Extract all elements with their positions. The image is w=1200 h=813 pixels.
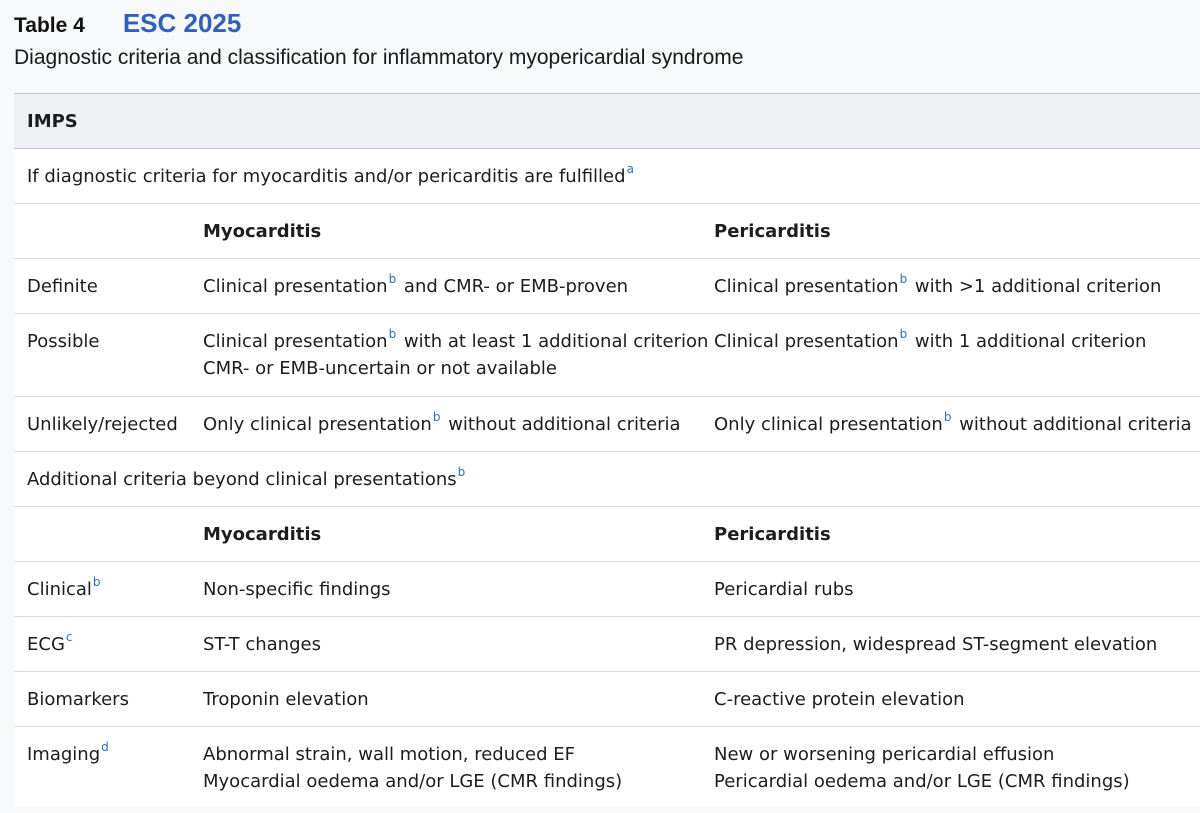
cell-text: with 1 additional criterion: [914, 331, 1147, 352]
footnote-marker[interactable]: b: [943, 410, 952, 424]
myocarditis-cell: Troponin elevation: [203, 689, 369, 710]
pericarditis-cell: PR depression, widespread ST-segment elevation: [714, 634, 1158, 655]
cell-line: Myocardial oedema and/or LGE (CMR findings): [203, 771, 623, 792]
cell-line: CMR- or EMB-uncertain or not available: [203, 358, 557, 379]
pericarditis-cell: C-reactive protein elevation: [714, 689, 965, 710]
footnote-marker[interactable]: b: [899, 327, 908, 341]
row-label: [27, 576, 103, 603]
table-title: [14, 8, 241, 42]
footnote-marker[interactable]: c: [65, 630, 73, 644]
cell-line: Abnormal strain, wall motion, reduced EF: [203, 744, 575, 765]
section-header: IMPS: [27, 111, 78, 132]
pericarditis-cell: [714, 328, 1146, 355]
column-header-myocarditis: Myocarditis: [203, 221, 322, 242]
cell-line: [203, 328, 708, 355]
additional-criteria-intro-row: [14, 452, 1200, 507]
table-row: [14, 727, 1200, 807]
row-label: [27, 741, 111, 768]
table-row: [14, 672, 1200, 727]
cell-text: and CMR- or EMB-proven: [403, 276, 629, 297]
row-label: Biomarkers: [27, 689, 129, 710]
additional-intro-text: [27, 466, 467, 493]
cell-text: Clinical presentation: [203, 276, 388, 297]
cell-text: Clinical presentation: [714, 331, 899, 352]
pericarditis-cell: Pericardial rubs: [714, 579, 854, 600]
row-label-text: Imaging: [27, 744, 101, 765]
myocarditis-cell: [203, 273, 628, 300]
criteria-table: [14, 93, 1200, 807]
table-row: [14, 562, 1200, 617]
footnote-marker[interactable]: b: [388, 327, 397, 341]
cell-line: New or worsening pericardial effusion: [714, 744, 1055, 765]
row-label: Definite: [27, 276, 98, 297]
cell-text: with >1 additional criterion: [914, 276, 1162, 297]
footnote-marker[interactable]: a: [626, 162, 634, 176]
intro-label: If diagnostic criteria for myocarditis and/or pericarditis are fulfilled: [27, 166, 626, 187]
cell-text: without additional criteria: [448, 414, 681, 435]
cell-text: Clinical presentation: [203, 331, 388, 352]
column-header-pericarditis: Pericarditis: [714, 524, 831, 545]
column-header-myocarditis: Myocarditis: [203, 524, 322, 545]
cell-text: with at least 1 additional criterion: [403, 331, 709, 352]
footnote-marker[interactable]: b: [457, 465, 466, 479]
additional-intro-label: Additional criteria beyond clinical presentations: [27, 469, 457, 490]
intro-row: [14, 149, 1200, 204]
table-caption: Diagnostic criteria and classification for inflammatory myopericardial syndrome: [14, 46, 744, 69]
myocarditis-cell: [203, 741, 622, 795]
table-row: [14, 397, 1200, 452]
row-label: Possible: [27, 331, 100, 352]
footnote-marker[interactable]: b: [388, 272, 397, 286]
row-label-text: ECG: [27, 634, 65, 655]
table-row: [14, 314, 1200, 397]
footnote-marker[interactable]: b: [432, 410, 441, 424]
cell-text: Clinical presentation: [714, 276, 899, 297]
cell-line: Pericardial oedema and/or LGE (CMR findings): [714, 771, 1130, 792]
pericarditis-cell: [714, 273, 1161, 300]
cell-text: Only clinical presentation: [714, 414, 943, 435]
pericarditis-cell: [714, 741, 1130, 795]
myocarditis-cell: [203, 328, 708, 382]
footnote-marker[interactable]: d: [101, 740, 109, 754]
cell-text: without additional criteria: [959, 414, 1192, 435]
row-label-text: Clinical: [27, 579, 92, 600]
footnote-marker[interactable]: b: [899, 272, 908, 286]
row-label: [27, 631, 75, 658]
myocarditis-cell: Non-specific findings: [203, 579, 391, 600]
column-header-pericarditis: Pericarditis: [714, 221, 831, 242]
source-label: ESC 2025: [122, 8, 242, 38]
myocarditis-cell: [203, 411, 681, 438]
intro-text: [27, 163, 636, 190]
table-row: [14, 259, 1200, 314]
footnote-marker[interactable]: b: [92, 575, 101, 589]
table-number: Table 4: [14, 14, 85, 37]
myocarditis-cell: ST-T changes: [203, 634, 321, 655]
section-header-row: [14, 94, 1200, 149]
row-label: Unlikely/rejected: [27, 414, 178, 435]
cell-text: Only clinical presentation: [203, 414, 432, 435]
pericarditis-cell: [714, 411, 1192, 438]
diagnosis-column-header-row: [14, 204, 1200, 259]
table-row: [14, 617, 1200, 672]
criteria-column-header-row: [14, 507, 1200, 562]
